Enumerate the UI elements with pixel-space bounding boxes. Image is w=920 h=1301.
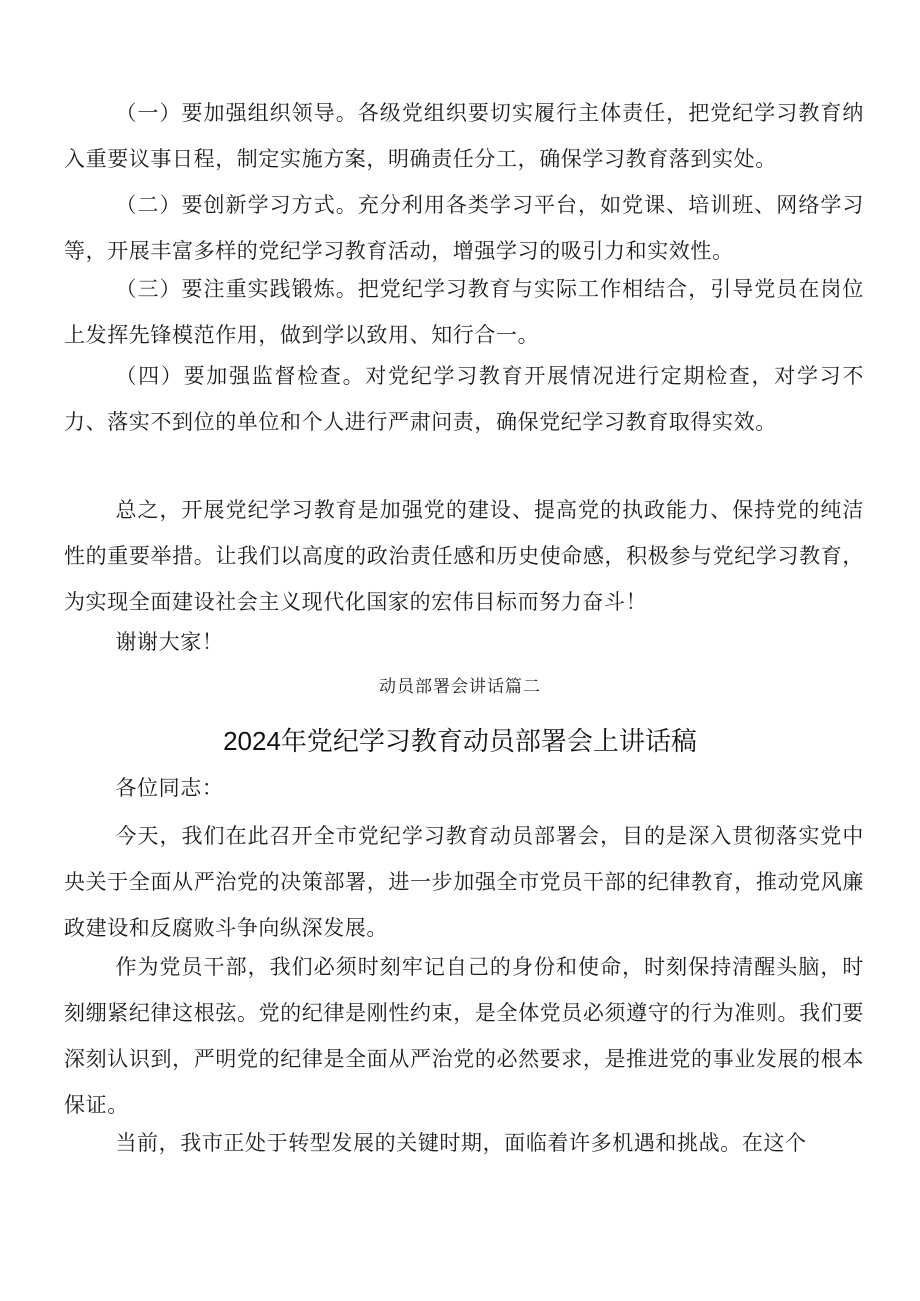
- section-title: 2024年党纪学习教育动员部署会上讲话稿: [223, 726, 697, 756]
- paragraph-measure-1: （一）要加强组织领导。各级党组织要切实履行主体责任，把党纪学习教育纳入重要议事日程，制定实施方案，明确责任分工，确保学习教育落到实处。: [64, 101, 864, 171]
- paragraph-current: 当前，我市正处于转型发展的关键时期，面临着许多机遇和挑战。在这个: [115, 1131, 807, 1155]
- paragraph-thanks: 谢谢大家！: [115, 630, 224, 654]
- paragraph-measure-2: （二）要创新学习方式。充分利用各类学习平台，如党课、培训班、网络学习等，开展丰富多样的党纪学习教育活动，增强学习的吸引力和实效性。: [64, 193, 864, 263]
- paragraph-salutation: 各位同志：: [115, 776, 224, 800]
- section-subtitle: 动员部署会讲话篇二: [379, 677, 541, 697]
- paragraph-conclusion: 总之，开展党纪学习教育是加强党的建设、提高党的执政能力、保持党的纯洁性的重要举措。让我们以高度的政治责任感和历史使命感，积极参与党纪学习教育，为实现全面建设社会主义现代化国家的宏伟目标而努力奋斗！: [64, 498, 864, 614]
- paragraph-measure-4: （四）要加强监督检查。对党纪学习教育开展情况进行定期检查，对学习不力、落实不到位的单位和个人进行严肃问责，确保党纪学习教育取得实效。: [64, 364, 864, 434]
- paragraph-measure-3: （三）要注重实践锻炼。把党纪学习教育与实际工作相结合，引导党员在岗位上发挥先锋模范作用，做到学以致用、知行合一。: [64, 277, 864, 347]
- paragraph-opening: 今天，我们在此召开全市党纪学习教育动员部署会，目的是深入贯彻落实党中央关于全面从严治党的决策部署，进一步加强全市党员干部的纪律教育，推动党风廉政建设和反腐败斗争向纵深发展。: [64, 824, 864, 940]
- paragraph-discipline: 作为党员干部，我们必须时刻牢记自己的身份和使命，时刻保持清醒头脑，时刻绷紧纪律这根弦。党的纪律是刚性约束，是全体党员必须遵守的行为准则。我们要深刻认识到，严明党的纪律是全面从严治党的必然要求，是推进党的事业发展的根本保证。: [64, 955, 864, 1117]
